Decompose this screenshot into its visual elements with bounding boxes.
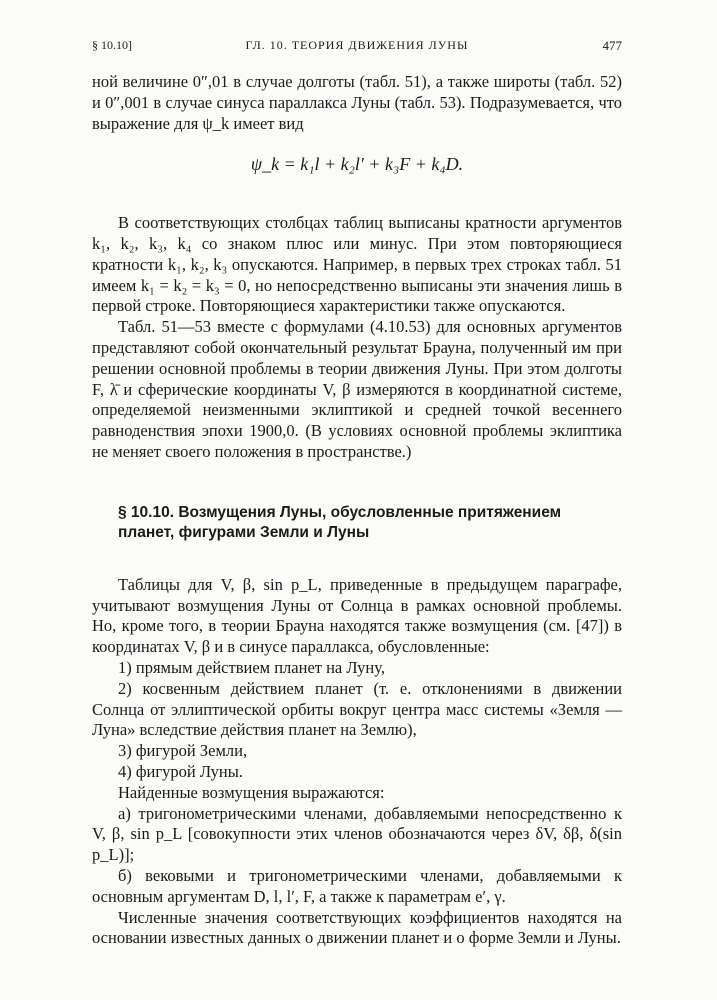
page-body	[92, 72, 622, 949]
header-section: § 10.10]	[92, 38, 132, 52]
paragraph-expressed: Найденные возмущения выражаются:	[118, 782, 385, 802]
page-number: 477	[602, 38, 622, 53]
list-item-4: 4) фигурой Луны.	[118, 761, 243, 781]
paragraph-tables: Таблицы для V, β, sin p_L, приведенные в предыдущем параграфе, учитывают возмущения Луны от Солнца в рамках основной проблемы. Но, кроме того, в теории Брауна находятся также возмущения (см. [47]) в координатах V, β и в синусе параллакса, обусловленные:	[92, 574, 622, 657]
list-item-3: 3) фигурой Земли,	[118, 741, 248, 761]
paragraph-continuation: ной величине 0″,01 в случае долготы (табл. 51), а также широты (табл. 52) и 0″,001 в случае синуса параллакса Луны (табл. 53). Подразумевается, что выражение для ψ_k имеет вид	[92, 72, 622, 133]
list-item-b: б) вековыми и тригонометрическими членами, добавляемыми к основным аргументам D, l, l′, F, а также к параметрам e′, γ.	[92, 865, 622, 906]
section-heading	[118, 503, 622, 543]
paragraph-numeric-values: Численные значения соответствующих коэффициентов находятся на основании известных данных о движении планет и о форме Земли и Луны.	[92, 907, 622, 948]
paragraph-multiplicities: В соответствующих столбцах таблиц выписаны кратности аргументов k₁, k₂, k₃, k₄ со знаком плюс или минус. При этом повторяющиеся кратности k₁, k₂, k₃ опускаются. Например, в первых трех строках табл. 51 имеем k₁ = k₂ = k₃ = 0, но непосредственно выписаны эти значения лишь в первой строке. Повторяющиеся характеристики также опускаются.	[92, 213, 622, 316]
header-chapter-title: ГЛ. 10. ТЕОРИЯ ДВИЖЕНИЯ ЛУНЫ	[245, 38, 469, 52]
section-heading-line2: планет, фигурами Земли и Луны	[118, 523, 370, 541]
section-heading-line1: § 10.10. Возмущения Луны, обусловленные притяжением	[118, 503, 562, 521]
paragraph-brown-result: Табл. 51—53 вместе с формулами (4.10.53) для основных аргументов представляют собой окончательный результат Брауна, полученный им при решении основной проблемы в теории движения Луны. При этом долготы F, λ̄ и сферические координаты V, β измеряются в координатной системе, определяемой неизменными эклиптикой и средней точкой весеннего равноденствия эпохи 1900,0. (В условиях основной проблемы эклиптика не меняет своего положения в пространстве.)	[92, 317, 622, 461]
running-header	[92, 38, 622, 58]
list-item-1: 1) прямым действием планет на Луну,	[118, 657, 385, 677]
formula-psi-k: ψ_k = k₁l + k₂l′ + k₃F + k₄D.	[250, 154, 464, 175]
list-item-2: 2) косвенным действием планет (т. е. отклонениями в движении Солнца от эллиптической орбиты вокруг центра масс системы «Земля — Луна» вследствие действия планет на Землю),	[92, 678, 622, 740]
list-item-a: а) тригонометрическими членами, добавляемыми непосредственно к V, β, sin p_L [совокупности этих членов обозначаются через δV, δβ, δ(sin p_L)];	[92, 803, 622, 865]
